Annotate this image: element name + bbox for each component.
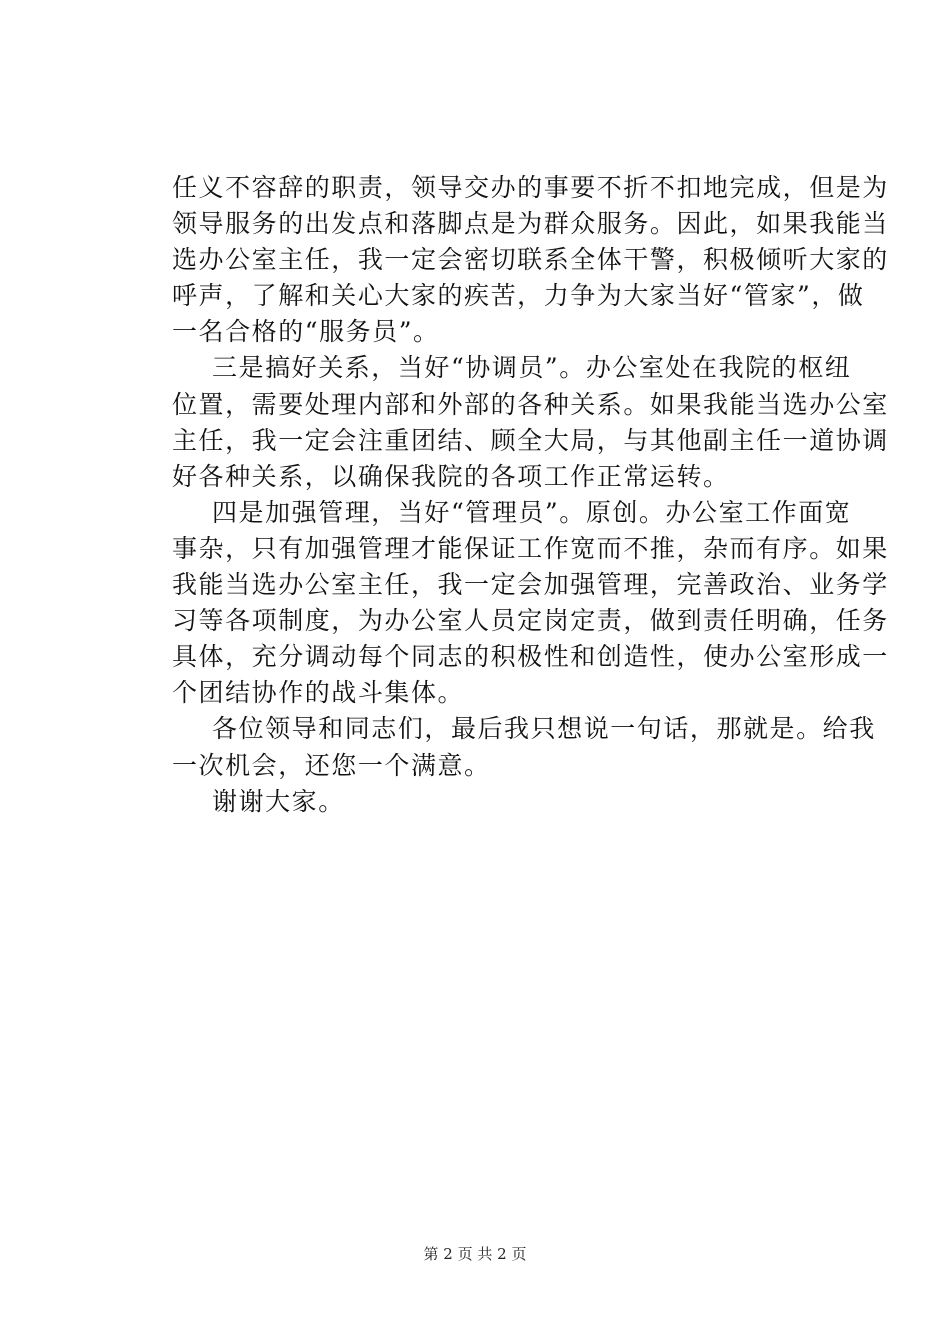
paragraph-start-line: 四是加强管理，当好“管理员”。原创。办公室工作面宽: [212, 497, 852, 527]
paragraph-start-line: 各位领导和同志们，最后我只想说一句话，那就是。给我: [212, 714, 876, 744]
document-body: [172, 170, 889, 820]
text-line: 事杂，只有加强管理才能保证工作宽而不推，杂而有序。如果: [172, 533, 889, 563]
text-line: 我能当选办公室主任，我一定会加强管理，完善政治、业务学: [172, 570, 889, 600]
text-line: 位置，需要处理内部和外部的各种关系。如果我能当选办公室: [172, 389, 889, 419]
paragraph-start-line: 三是搞好关系，当好“协调员”。办公室处在我院的枢纽: [212, 353, 852, 383]
text-line: 好各种关系，以确保我院的各项工作正常运转。: [172, 461, 730, 491]
text-line: 一次机会，还您一个满意。: [172, 750, 491, 780]
text-line: 呼声，了解和关心大家的疾苦，力争为大家当好“管家”，做: [172, 281, 865, 311]
text-line: 一名合格的“服务员”。: [172, 317, 440, 347]
text-line: 任义不容辞的职责，领导交办的事要不折不扣地完成，但是为: [172, 173, 889, 202]
text-line: 具体，充分调动每个同志的积极性和创造性，使办公室形成一: [172, 642, 889, 672]
text-line: 个团结协作的战斗集体。: [172, 678, 465, 708]
text-line: 选办公室主任，我一定会密切联系全体干警，积极倾听大家的: [172, 245, 889, 275]
text-line: 习等各项制度，为办公室人员定岗定责，做到责任明确，任务: [172, 606, 889, 636]
text-line: 主任，我一定会注重团结、顾全大局，与其他副主任一道协调: [172, 425, 889, 455]
text-line: 领导服务的出发点和落脚点是为群众服务。因此，如果我能当: [172, 209, 889, 239]
page-number-footer: 第 2 页 共 2 页: [423, 1245, 527, 1263]
closing-line: 谢谢大家。: [212, 786, 345, 816]
